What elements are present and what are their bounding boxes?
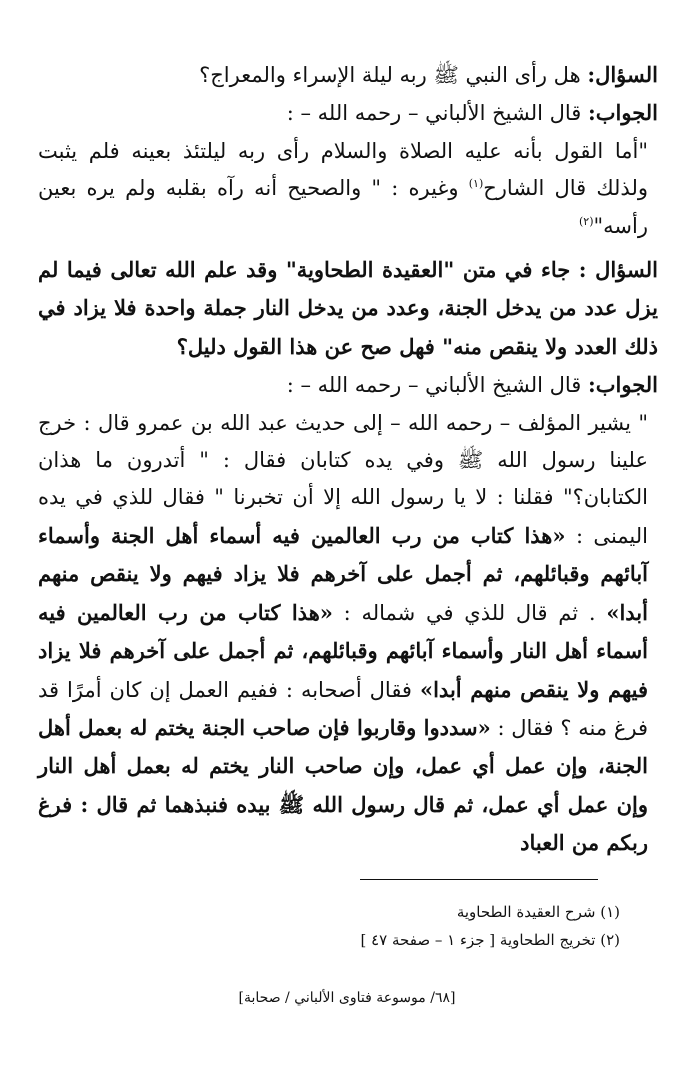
answer-1-text-part-1: "أما القول بأنه عليه الصلاة والسلام رأى ربه ليلتئذ بعينه فلم يثبت ولذلك قال الشارح [38,138,648,201]
answer-label: الجواب: [588,100,658,126]
main-text [38,56,658,863]
answer-2-narration: " يشير المؤلف – رحمه الله – إلى حديث عبد الله بن عمرو قال : خرج علينا رسول الله ﷺ وفي يده كتابان فقال : " أتدرون ما هذان الكتابان؟" فقلنا : لا يا رسول الله إلا أن تخبرنا " فقال للذي في يده اليمنى : [38,410,648,548]
answer-2-heading [38,366,658,404]
answer-2-transition-2: فقال أصحابه : ففيم العمل إن كان أمرًا قد فرغ منه ؟ فقال : [38,677,648,740]
hadith-quote-conclusion: «سددوا وقاربوا فإن صاحب الجنة يختم له بعمل أهل الجنة، وإن عمل أي عمل، وإن صاحب النار يختم له بعمل أهل النار وإن عمل أي عمل، ثم قال رسول الله ﷺ بيده فنبذهما ثم قال : فرغ ربكم من العباد [38,714,648,856]
question-1 [38,56,658,94]
footnote-ref-1: (١) [468,177,484,191]
hadith-quote-right-book: «هذا كتاب من رب العالمين فيه أسماء أهل الجنة وأسماء آبائهم وقبائلهم، ثم أجمل على آخرهم فلا يزاد فيهم ولا ينقص منهم أبدا» [38,522,648,625]
footnote-2: (٢) تخريج الطحاوية [ جزء ١ – صفحة ٤٧ ] [360,931,620,949]
question-label: السؤال: [587,62,658,87]
page-footer: [٦٨/ موسوعة فتاوى الألباني / صحابة] [238,990,456,1006]
answer-1-body [38,133,658,245]
answer-2-transition-1: . ثم قال للذي في شماله : [332,600,607,625]
question-2 [38,251,658,366]
answer-intro: قال الشيخ الألباني – رحمه الله – : [286,101,588,126]
question-text: هل رأى النبي ﷺ ربه ليلة الإسراء والمعراج؟ [199,63,588,87]
answer-label: الجواب: [588,372,658,398]
question-label: السؤال : [578,257,658,283]
footnote-1: (١) شرح العقيدة الطحاوية [456,903,620,921]
answer-1-heading [38,94,658,132]
answer-intro: قال الشيخ الألباني – رحمه الله – : [286,373,588,398]
footnote-divider [360,879,598,880]
answer-1-text-part-2: وغيره : " والصحيح أنه رآه بقلبه ولم يره بعين رأسه" [38,176,648,238]
answer-2-body [38,405,658,863]
question-text: جاء في متن "العقيدة الطحاوية" وقد علم الله تعالى فيما لم يزل عدد من يدخل الجنة، وعدد من يدخل النار جملة واحدة فلا يزاد في ذلك العدد ولا ينقص منه" فهل صح عن هذا القول دليل؟ [38,257,658,359]
footnotes [220,898,620,954]
footnote-ref-2: (٢) [578,214,594,228]
hadith-quote-left-book: «هذا كتاب من رب العالمين فيه أسماء أهل النار وأسماء آبائهم وقبائلهم، ثم أجمل على آخرهم فلا يزاد فيهم ولا ينقص منهم أبدا» [38,599,649,702]
